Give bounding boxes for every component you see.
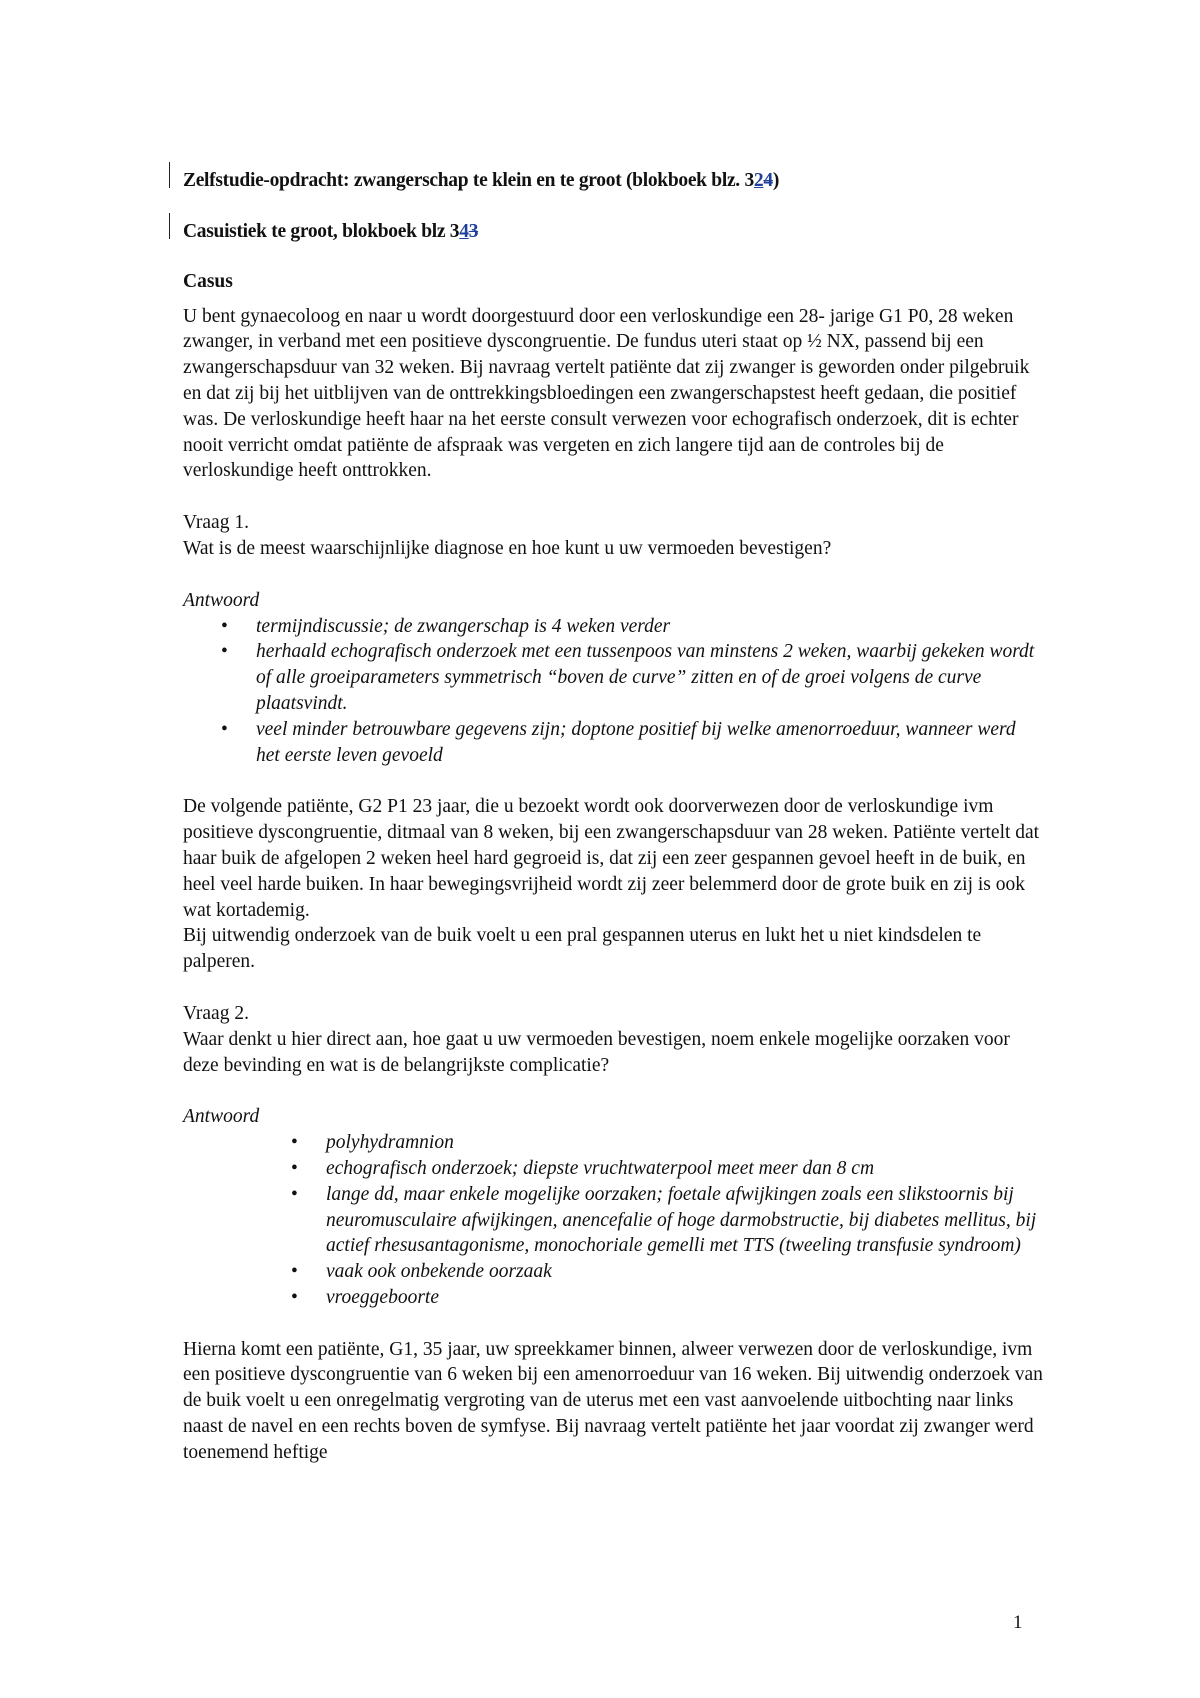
- subtitle-inserted-text: 4: [459, 221, 469, 242]
- bullet-icon: •: [291, 1132, 298, 1154]
- casus-paragraph: U bent gynaecoloog en naar u wordt doorgestuurd door een verloskundige een 28- jarige G1 P0, 28 weken zwanger, in verband met een positieve dyscongruentie. De fundus uteri staat op ½ NX, passend bij een zwangerschapsduur van 32 weken. Bij navraag vertelt patiënte dat zij zwanger is geworden onder pilgebruik en dat zij bij het uitblijven van de onttrekkingsbloedingen een zwangerschapstest heeft gedaan, die positief was. De verloskundige heeft haar na het eerste consult verwezen voor echografisch onderzoek, dit is echter nooit verricht omdat patiënte de afspraak was vergeten en zich langere tijd aan de controles bij de verloskundige heeft onttrokken.: [183, 305, 1030, 482]
- subtitle-text: Casuistiek te groot, blokboek blz 3: [183, 221, 460, 242]
- document-title: [183, 168, 1043, 194]
- question-2-text: Waar denkt u hier direct aan, hoe gaat u uw vermoeden bevestigen, noem enkele mogelijke oorzaken voor deze bevinding en wat is de belangrijkste complicatie?: [183, 1028, 1010, 1076]
- question-1-label: Vraag 1.: [183, 512, 249, 534]
- bullet-icon: •: [291, 1157, 298, 1179]
- answer-1-label: Antwoord: [183, 589, 260, 611]
- case-2-exam-paragraph: Bij uitwendig onderzoek van de buik voelt u een pral gespannen uterus en lukt het u niet kindsdelen te palperen.: [183, 925, 982, 973]
- question-2-label: Vraag 2.: [183, 1002, 249, 1024]
- casus-heading: Casus: [183, 270, 233, 292]
- change-bar: [169, 162, 170, 188]
- title-deleted-text: 4: [763, 170, 773, 191]
- bullet-icon: •: [221, 641, 228, 663]
- title-suffix: ): [772, 170, 780, 191]
- change-bar: [169, 213, 170, 239]
- list-item: • herhaald echografisch onderzoek met een tussenpoos van minstens 2 weken, waarbij gekeken wordt of alle groeiparameters symmetrisch “boven de curve” zitten en of de groei volgens de curve plaatsvindt.: [221, 641, 1035, 714]
- subtitle-deleted-text: 3: [468, 221, 479, 242]
- title-inserted-text: 2: [753, 170, 764, 191]
- list-item: • termijndiscussie; de zwangerschap is 4 weken verder: [183, 614, 1043, 640]
- bullet-icon: •: [291, 1261, 298, 1283]
- list-item: • veel minder betrouwbare gegevens zijn; doptone positief bij welke amenorroeduur, wanneer werd het eerste leven gevoeld: [221, 718, 1016, 766]
- title-text: Zelfstudie-opdracht: zwangerschap te klein en te groot (blokboek blz. 3: [183, 170, 754, 191]
- answer-2-list: [183, 1130, 1043, 1311]
- answer-1-list: [183, 614, 1043, 769]
- bullet-icon: •: [221, 615, 228, 637]
- list-item: • vroeggeboorte: [183, 1285, 1043, 1311]
- answer-2-label: Antwoord: [183, 1106, 260, 1128]
- page-number: 1: [1013, 1612, 1023, 1633]
- list-item: • lange dd, maar enkele mogelijke oorzaken; foetale afwijkingen zoals een slikstoornis bij neuromusculaire afwijkingen, anencefalie of hoge darmobstructie, bij diabetes mellitus, bij actief rhesusantagonisme, monochoriale gemelli met TTS (tweeling transfusie syndroom): [291, 1183, 1037, 1257]
- document-page: [183, 168, 1043, 1466]
- case-2-paragraph: De volgende patiënte, G2 P1 23 jaar, die u bezoekt wordt ook doorverwezen door de verloskundige ivm positieve dyscongruentie, ditmaal van 8 weken, bij een zwangerschapsduur van 28 weken. Patiënte vertelt dat haar buik de afgelopen 2 weken heel hard gegroeid is, dat zij een zeer gespannen gevoel heeft in de buik, en heel veel harde buiken. In haar bewegingsvrijheid wordt zij zeer belemmerd door de grote buik en zij is ook wat kortademig.: [183, 796, 1040, 921]
- bullet-icon: •: [291, 1286, 298, 1308]
- document-subtitle: [183, 219, 1043, 245]
- case-3-paragraph: Hierna komt een patiënte, G1, 35 jaar, uw spreekkamer binnen, alweer verwezen door de verloskundige, ivm een positieve dyscongruentie van 6 weken bij een amenorroeduur van 16 weken. Bij uitwendig onderzoek van de buik voelt u een onregelmatig vergroting van de uterus met een vast aanvoelende uitbochting naar links naast de navel en een rechts boven de symfyse. Bij navraag vertelt patiënte het jaar voordat zij zwanger werd toenemend heftige: [183, 1338, 1043, 1463]
- list-item: • echografisch onderzoek; diepste vruchtwaterpool meet meer dan 8 cm: [183, 1156, 1043, 1182]
- bullet-icon: •: [221, 718, 228, 740]
- list-item: • vaak ook onbekende oorzaak: [183, 1259, 1043, 1285]
- question-1-text: Wat is de meest waarschijnlijke diagnose en hoe kunt u uw vermoeden bevestigen?: [183, 537, 832, 559]
- bullet-icon: •: [291, 1183, 298, 1205]
- list-item: • polyhydramnion: [183, 1130, 1043, 1156]
